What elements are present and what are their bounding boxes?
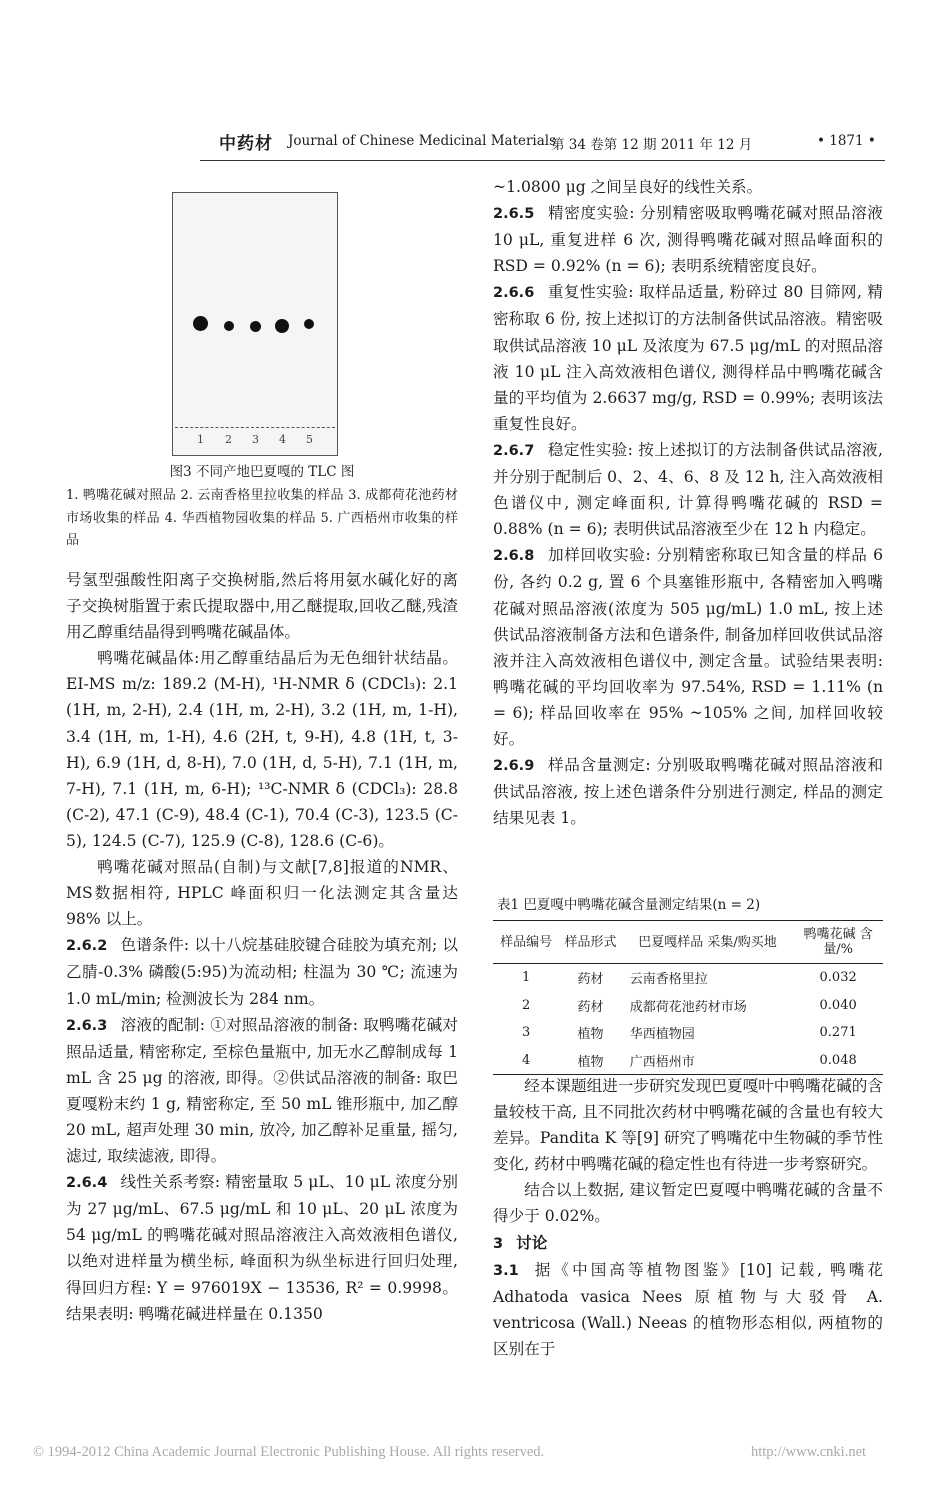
section-text: 溶液的配制: ①对照品溶液的制备: 取鸭嘴花碱对照品适量, 精密称定, 至棕色量瓶中, 加无水乙醇制成每 1 mL 含 25 μg 的溶液, 即得。②供试品溶液的制备: 取巴夏嘎粉末约 1 g, 精密称定, 至 50 mL 锥形瓶中, 加乙醇 20 mL, 超声处理 30 min, 放冷, 加乙醇补足重量, 摇匀, 滤过, 取续滤液, 即得。 (66, 1015, 458, 1166)
tlc-plate (172, 192, 338, 456)
lane-label: 3 (252, 433, 259, 446)
section-number: 2.6.7 (493, 442, 535, 459)
header-rule (200, 160, 885, 161)
section-text: 加样回收实验: 分别精密称取已知含量的样品 6 份, 各约 0.2 g, 置 6 个具塞锥形瓶中, 各精密加入鸭嘴花碱对照品溶液(浓度为 505 μg/mL) 1.0 mL, 按上述供试品溶液制备方法和色谱条件, 制备加样回收供试品溶液并注入高效液相色谱仪中, 测定含量。试验结果表明: 鸭嘴花碱的平均回收率为 97.54%, RSD = 1.11% (n = 6); 样品回收率在 95% ~105% 之间, 加样回收较好。 (493, 546, 883, 748)
section-text: 样品含量测定: 分别吸取鸭嘴花碱对照品溶液和供试品溶液, 按上述色谱条件分别进行测定, 样品的测定结果见表 1。 (493, 756, 883, 828)
table-caption: 表1 巴夏嘎中鸭嘴花碱含量测定结果(n = 2) (497, 897, 761, 913)
section-number: 2.6.4 (66, 1175, 108, 1192)
journal-title: Journal of Chinese Medicinal Materials (288, 133, 557, 149)
section-2-6-4 (66, 1169, 458, 1327)
left-column (66, 567, 458, 1327)
copyright-footer: © 1994-2012 China Academic Journal Electronic Publishing House. All rights reserved. (33, 1444, 545, 1460)
figure-legend: 1. 鸭嘴花碱对照品 2. 云南香格里拉收集的样品 3. 成都荷花池药材市场收集的样品 4. 华西植物园收集的样品 5. 广西梧州市收集的样品 (66, 488, 458, 548)
sample-no: 4 (493, 1047, 559, 1075)
section-number: 3 (493, 1235, 504, 1252)
sample-form: 药材 (577, 972, 604, 988)
section-text: 线性关系考察: 精密量取 5 μL、10 μL 浓度分别为 27 μg/mL、67.5 μg/mL 和 10 μL、20 μL 浓度为 54 μg/mL 的鸭嘴花碱对照品溶液注入高效液相色谱仪, 以绝对进样量为横坐标, 峰面积为纵坐标进行回归处理, 得回归方程: Y = 976019X − 13536, R² = 0.9998。结果表明: 鸭嘴花碱进样量在 0.1350 (66, 1173, 458, 1323)
tlc-spot-3 (250, 321, 261, 332)
paragraph: 鸭嘴花碱晶体:用乙醇重结晶后为无色细针状结晶。EI-MS m/z: 189.2 (M-H), ¹H-NMR δ (CDCl₃): 2.1 (1H, m, 2-H), 2.4 (1H, m, 2-H), 3.2 (1H, m, 1-H), 3.4 (1H, m, 1-H), 4.6 (2H, t, 9-H), 4.8 (1H, t, 3-H), 6.9 (1H, d, 8-H), 7.0 (1H, d, 5-H), 7.1 (1H, m, 7-H), 7.1 (1H, m, 6-H); ¹³C-NMR δ (CDCl₃): 28.8 (C-2), 47.1 (C-9), 48.4 (C-1), 70.4 (C-3), 123.5 (C-5), 124.5 (C-7), 125.9 (C-8), 128.6 (C-6)。 (66, 649, 458, 850)
tlc-spot-1 (193, 316, 208, 331)
cnki-link[interactable]: http://www.cnki.net (751, 1444, 867, 1460)
tlc-spot-4 (275, 319, 289, 333)
sample-place: 华西植物园 (629, 1027, 695, 1043)
section-number: 2.6.2 (66, 938, 108, 955)
section-number: 2.6.6 (493, 285, 535, 302)
sample-no: 2 (522, 997, 531, 1013)
section-2-6-3 (66, 1012, 458, 1170)
lane-label: 1 (197, 433, 204, 446)
lane-label: 2 (225, 433, 232, 446)
table-row (493, 1019, 883, 1047)
section-heading: 讨论 (516, 1233, 548, 1252)
sample-place: 广西梧州市 (622, 1047, 794, 1075)
sample-place: 成都荷花池药材市场 (629, 999, 747, 1015)
table-header: 样品形式 (559, 921, 621, 964)
sample-form: 植物 (577, 1027, 604, 1043)
section-2-6-9 (493, 752, 883, 831)
section-2-6-2 (66, 932, 458, 1011)
paragraph: ~1.0800 μg 之间呈良好的线性关系。 (493, 178, 763, 196)
section-number: 2.6.8 (493, 548, 535, 565)
tlc-spot-2 (224, 321, 234, 331)
section-2-6-6 (493, 279, 883, 437)
section-number: 2.6.5 (493, 206, 535, 223)
right-column-bottom (493, 1073, 883, 1362)
paragraph: 号氢型强酸性阳离子交换树脂,然后将用氨水碱化好的离子交换树脂置于索氏提取器中,用乙醚提取,回收乙醚,残渣用乙醇重结晶得到鸭嘴花碱晶体。 (66, 571, 458, 642)
section-2-6-8 (493, 542, 883, 752)
sample-content: 0.032 (819, 970, 857, 986)
sample-no: 1 (522, 970, 531, 986)
figure-caption: 图3 不同产地巴夏嘎的 TLC 图 (169, 464, 355, 480)
section-text: 据《中国高等植物图鉴》[10] 记载, 鸭嘴花 Adhatoda vasica Nees 原植物与大驳骨 A. ventricosa (Wall.) Neeas 的植物形态相似, 两植物的区别在于 (493, 1260, 883, 1358)
tlc-spot-5 (304, 319, 314, 329)
sample-content: 0.048 (793, 1047, 883, 1075)
tlc-baseline (175, 427, 335, 428)
issue-info: 第 34 卷第 12 期 2011 年 12 月 (551, 137, 753, 153)
content-table (493, 920, 883, 1075)
paragraph: 结合以上数据, 建议暂定巴夏嘎中鸭嘴花碱的含量不得少于 0.02%。 (493, 1181, 883, 1226)
section-text: 稳定性实验: 按上述拟订的方法制备供试品溶液, 并分别于配制后 0、2、4、6、8 及 12 h, 注入高效液相色谱仪中, 测定峰面积, 计算得鸭嘴花碱的 RSD = 0.88% (n = 6); 表明供试品溶液至少在 12 h 内稳定。 (493, 440, 883, 539)
section-number: 2.6.3 (66, 1017, 108, 1034)
section-3-1 (493, 1257, 883, 1362)
paragraph: 鸭嘴花碱对照品(自制)与文献[7,8]报道的NMR、MS数据相符, HPLC 峰面积归一化法测定其含量达 98% 以上。 (66, 858, 458, 929)
lane-label: 4 (279, 433, 286, 446)
page-number: • 1871 • (817, 133, 876, 149)
section-text: 色谱条件: 以十八烷基硅胶键合硅胶为填充剂; 以乙腈-0.3% 磷酸(5:95)为流动相; 柱温为 30 ℃; 流速为 1.0 mL/min; 检测波长为 284 nm。 (66, 936, 458, 1008)
sample-place: 云南香格里拉 (629, 972, 708, 988)
table-row (493, 992, 883, 1020)
table-row (493, 964, 883, 992)
journal-logo: 中药材 (219, 134, 273, 154)
table-header: 巴夏嘎样品 采集/购买地 (622, 921, 794, 964)
section-text: 精密度实验: 分别精密吸取鸭嘴花碱对照品溶液 10 μL, 重复进样 6 次, 测得鸭嘴花碱对照品峰面积的 RSD = 0.92% (n = 6); 表明系统精密度良好。 (493, 204, 883, 276)
section-number: 3.1 (493, 1262, 519, 1279)
paragraph: 经本课题组进一步研究发现巴夏嘎叶中鸭嘴花碱的含量较枝干高, 且不同批次药材中鸭嘴花碱的含量也有较大差异。Pandita K 等[9] 研究了鸭嘴花中生物碱的季节性变化, 药材中鸭嘴花碱的稳定性也有待进一步考察研究。 (493, 1077, 883, 1174)
section-3 (493, 1230, 883, 1257)
table-header: 样品编号 (493, 921, 559, 964)
sample-content: 0.271 (819, 1025, 857, 1041)
lane-label: 5 (306, 433, 313, 446)
sample-no: 3 (522, 1025, 531, 1041)
table-row (493, 1047, 883, 1075)
sample-content: 0.040 (819, 997, 857, 1013)
table-header-row (493, 921, 883, 964)
section-2-6-7 (493, 437, 883, 542)
sample-form: 药材 (577, 999, 604, 1015)
sample-form: 植物 (559, 1047, 621, 1075)
table-header: 鸭嘴花碱 含量/% (793, 921, 883, 964)
section-2-6-5 (493, 200, 883, 279)
section-number: 2.6.9 (493, 758, 535, 775)
right-column-top (493, 174, 883, 831)
section-text: 重复性实验: 取样品适量, 粉碎过 80 目筛网, 精密称取 6 份, 按上述拟订的方法制备供试品溶液。精密吸取供试品溶液 10 μL 及浓度为 67.5 μg/mL 的对照品溶液 10 μL 注入高效液相色谱仪, 测得样品中鸭嘴花碱含量的平均值为 2.6637 mg/g, RSD = 0.99%; 表明该法重复性良好。 (493, 283, 883, 433)
